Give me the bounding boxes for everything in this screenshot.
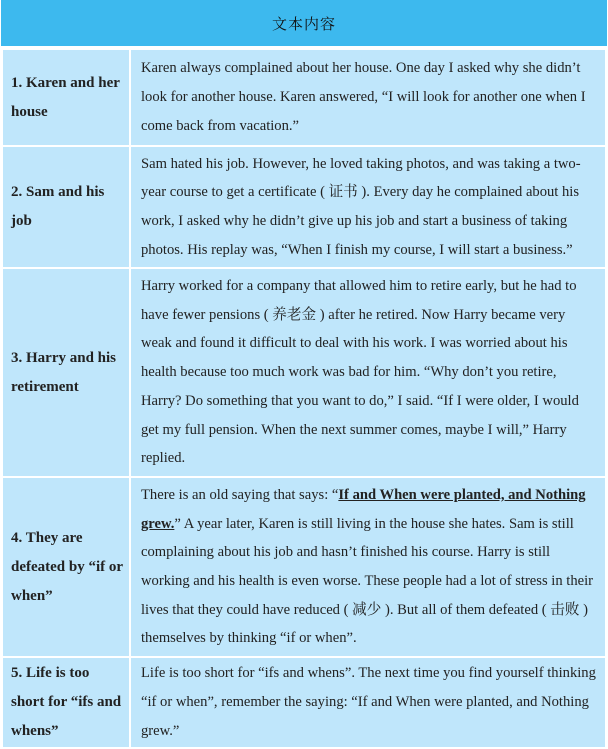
content-table-container xyxy=(1,0,607,749)
row-label: 2. Sam and his job xyxy=(2,146,130,268)
row-text: Sam hated his job. However, he loved taking photos, and was taking a two-year course to get a certificate ( 证书 ). Every day he complained about his work, I asked why he didn’t give up his job and start a business of taking photos. His replay was, “When I finish my course, I will start a business.” xyxy=(130,146,606,268)
row-label: 4. They are defeated by “if or when” xyxy=(2,477,130,657)
row-text-before: There is an old saying that says: “ xyxy=(141,486,339,503)
row-label: 1. Karen and her house xyxy=(2,49,130,146)
table-row xyxy=(2,146,606,268)
row-label: 5. Life is too short for “ifs and whens” xyxy=(2,657,130,748)
row-text xyxy=(130,477,606,657)
table-row xyxy=(2,657,606,748)
table-row xyxy=(2,49,606,146)
row-text: Karen always complained about her house. One day I asked why she didn’t look for another house. Karen answered, “I will look for another one when I come back from vacation.” xyxy=(130,49,606,146)
row-text: Life is too short for “ifs and whens”. The next time you find yourself thinking “if or when”, remember the saying: “If and When were planted, and Nothing grew.” xyxy=(130,657,606,748)
row-label: 3. Harry and his retirement xyxy=(2,268,130,477)
table-row xyxy=(2,477,606,657)
row-text: Harry worked for a company that allowed him to retire early, but he had to have fewer pensions ( 养老金 ) after he retired. Now Harry became very weak and found it difficult to deal with his work. I was worried about his health because too much work was bad for him. “Why don’t you retire, Harry? Do something that you want to do,” I said. “If I were older, I would get my full pension. When the next summer comes, maybe I will,” Harry replied. xyxy=(130,268,606,477)
table-header: 文本内容 xyxy=(1,0,607,48)
underlined-saying: If and When were planted, and Nothing grew. xyxy=(141,486,586,532)
table-row xyxy=(2,268,606,477)
row-text-after: ” A year later, Karen is still living in the house she hates. Sam is still complaining about his job and hasn’t finished his course. Harry is still working and his health is even worse. These people had a lot of stress in their lives that they could have reduced ( 减少 ). But all of them defeated ( 击败 ) themselves by thinking “if or when”. xyxy=(141,515,594,647)
content-table xyxy=(1,48,607,749)
